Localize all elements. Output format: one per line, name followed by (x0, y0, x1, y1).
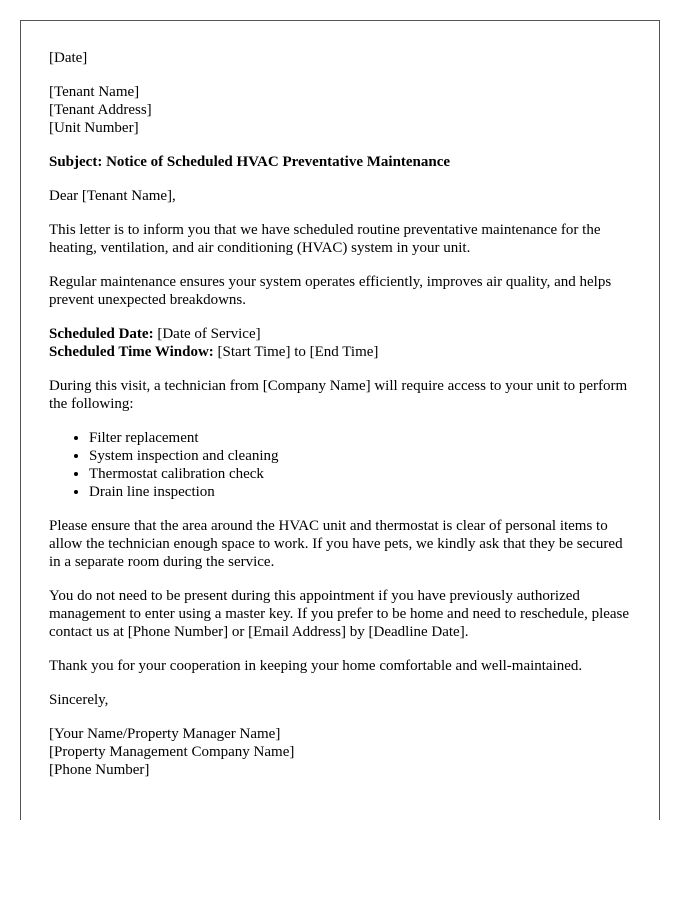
signature-company: [Property Management Company Name] (49, 744, 295, 760)
scheduled-time-value: [Start Time] to [End Time] (213, 344, 379, 360)
recipient-name: [Tenant Name] (49, 84, 140, 100)
access-paragraph: You do not need to be present during this appointment if you have previously authorized management to enter using a master key. If you prefer to be home and need to reschedule, please contact us at [Phone Number] or [Email Address] by [Deadline Date]. (49, 588, 630, 640)
recipient-unit: [Unit Number] (49, 120, 139, 136)
signature-phone: [Phone Number] (49, 762, 150, 778)
letter-page (20, 20, 660, 820)
visit-intro-paragraph: During this visit, a technician from [Company Name] will require access to your unit to perform the following: (49, 378, 628, 412)
task-list-item: • System inspection and cleaning (89, 447, 631, 465)
task-list-item: • Drain line inspection (89, 483, 631, 501)
scheduled-time-line (49, 343, 631, 361)
task-list-item: • Filter replacement (89, 429, 631, 447)
scheduled-date-value: [Date of Service] (153, 326, 261, 342)
benefits-paragraph: Regular maintenance ensures your system operates efficiently, improves air quality, and helps prevent unexpected breakdowns. (49, 274, 612, 308)
schedule-block (49, 325, 631, 361)
signature-block (49, 725, 631, 779)
task-list (49, 429, 631, 501)
scheduled-date-line (49, 325, 631, 343)
thanks-paragraph: Thank you for your cooperation in keeping your home comfortable and well-maintained. (49, 658, 583, 674)
task-list-item: • Thermostat calibration check (89, 465, 631, 483)
letter-closing: Sincerely, (49, 692, 109, 708)
letter-body (49, 49, 631, 795)
scheduled-time-label: Scheduled Time Window: (49, 344, 214, 360)
intro-paragraph: This letter is to inform you that we have scheduled routine preventative maintenance for the heating, ventilation, and air conditioning (HVAC) system in your unit. (49, 222, 601, 256)
recipient-block (49, 83, 631, 137)
letter-salutation: Dear [Tenant Name], (49, 188, 176, 204)
signature-name: [Your Name/Property Manager Name] (49, 726, 281, 742)
recipient-address: [Tenant Address] (49, 102, 152, 118)
letter-subject: Subject: Notice of Scheduled HVAC Preventative Maintenance (49, 154, 451, 170)
letter-date: [Date] (49, 50, 88, 66)
scheduled-date-label: Scheduled Date: (49, 326, 154, 342)
preparation-paragraph: Please ensure that the area around the HVAC unit and thermostat is clear of personal items to allow the technician enough space to work. If you have pets, we kindly ask that they be secured in a separate room during the service. (49, 518, 623, 570)
